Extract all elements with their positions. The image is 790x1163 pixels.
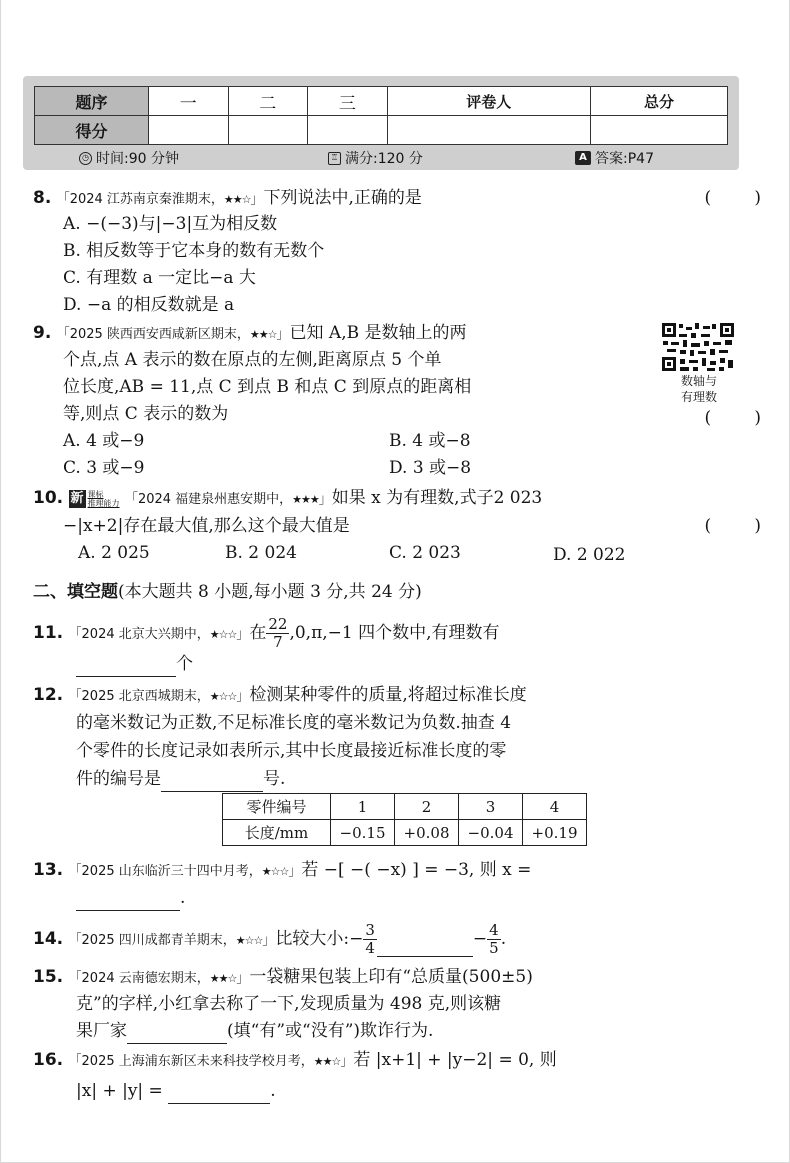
score-blank-cell[interactable] [590, 116, 727, 145]
fraction-numerator: 22 [268, 615, 288, 633]
table-cell: 长度/mm [223, 820, 331, 846]
section-heading: 二、填空题 [33, 582, 118, 602]
tag-top-text: 课标 [87, 489, 104, 499]
q9-stem [33, 320, 467, 348]
score-table-input-row [35, 116, 728, 145]
table-cell: 3 [459, 794, 523, 820]
question-number: 16. [33, 1050, 64, 1070]
fraction-denominator: 5 [489, 939, 499, 957]
source-end: 」 [340, 1054, 354, 1069]
source-end: 」 [236, 689, 250, 704]
q8-option-d[interactable]: D. −a 的相反数就是 a [63, 295, 235, 315]
question-number: 8. [33, 188, 52, 208]
q12-text-line: 个零件的长度记录如表所示,其中长度最接近标准长度的零 [76, 741, 507, 761]
time-info [79, 148, 179, 168]
q9-text-line: 个点,点 A 表示的数在原点的左侧,距离原点 5 个单 [63, 350, 442, 370]
difficulty-stars: ★☆☆ [235, 934, 263, 947]
fraction-denominator: 7 [273, 633, 283, 651]
score-cell: 二 [228, 87, 308, 116]
answer-blank[interactable] [161, 772, 263, 792]
fraction [487, 922, 501, 957]
score-row-label: 得分 [35, 116, 149, 145]
full-score-text: 满分:120 分 [345, 151, 423, 167]
q10-option-b[interactable]: B. 2 024 [225, 543, 297, 563]
score-table-header-row [35, 87, 728, 116]
qr-caption-line: 有理数 [680, 390, 717, 404]
question-text: 检测某种零件的质量,将超过标准长度 [249, 685, 527, 705]
q9-option-c[interactable]: C. 3 或−9 [63, 458, 145, 478]
table-cell: 零件编号 [223, 794, 331, 820]
question-source: 「2025 北京西城期末， [68, 689, 210, 704]
fraction [266, 616, 289, 651]
q10-option-d[interactable]: D. 2 022 [553, 545, 626, 565]
question-text: . [270, 1081, 276, 1101]
part-length-table [222, 793, 587, 846]
table-cell: −0.04 [459, 820, 523, 846]
answer-blank[interactable] [127, 1024, 227, 1044]
q9-option-a[interactable]: A. 4 或−9 [63, 431, 145, 451]
table-cell: 2 [395, 794, 459, 820]
q9-text-line: 位长度,AB = 11,点 C 到点 B 和点 C 到原点的距离相 [63, 377, 472, 397]
q12-stem [33, 682, 527, 710]
q8-option-b[interactable]: B. 相反数等于它本身的数有无数个 [63, 241, 325, 261]
qr-caption-line: 数轴与 [680, 374, 717, 388]
table-row [223, 820, 587, 846]
difficulty-stars: ★★☆ [223, 193, 251, 206]
new-tag-icon: 新 [70, 490, 84, 506]
q15-stem [33, 964, 533, 992]
q11-stem [33, 616, 500, 651]
question-text: 比较大小:− [275, 929, 364, 949]
q13-answer-line [76, 885, 185, 911]
question-number: 12. [33, 685, 64, 705]
q10-stem [33, 485, 542, 513]
question-number: 13. [33, 860, 64, 880]
q14-stem [33, 922, 506, 957]
question-text: − [472, 929, 488, 949]
q16-stem [33, 1047, 557, 1075]
question-text: 个 [176, 654, 193, 674]
score-blank-cell[interactable] [149, 116, 229, 145]
question-text: 若 |x+1| + |y−2| = 0, 则 [353, 1050, 557, 1070]
section-note: (本大题共 8 小题,每小题 3 分,共 24 分) [118, 582, 422, 602]
score-blank-cell[interactable] [228, 116, 308, 145]
time-text: 时间:90 分钟 [96, 151, 179, 167]
answer-paren[interactable]: ( ) [704, 188, 761, 208]
q15-text-line: 克”的字样,小红拿去称了一下,发现质量为 498 克,则该糖 [76, 994, 502, 1014]
fraction [363, 922, 377, 957]
difficulty-stars: ★☆☆ [209, 690, 237, 703]
answer-info [575, 148, 654, 168]
table-cell: −0.15 [331, 820, 395, 846]
q10-text-line: −|x+2|存在最大值,那么这个最大值是 [63, 516, 350, 536]
qr-code-icon[interactable] [661, 322, 735, 372]
question-number: 15. [33, 967, 64, 987]
difficulty-stars: ★★★ [292, 493, 319, 506]
score-cell: 题序 [35, 87, 149, 116]
source-end: 」 [250, 192, 264, 207]
question-source: 「2025 四川成都青羊期末， [68, 933, 236, 948]
question-text: 在 [249, 623, 267, 643]
answer-paren[interactable]: ( ) [704, 516, 761, 536]
q9-option-d[interactable]: D. 3 或−8 [389, 458, 472, 478]
score-blank-cell[interactable] [308, 116, 388, 145]
clock-icon: ◷ [79, 152, 92, 165]
answer-paren[interactable]: ( ) [704, 408, 761, 428]
q13-stem [33, 857, 531, 885]
q11-answer-line [76, 651, 193, 677]
source-end: 」 [276, 327, 290, 342]
full-score-info [328, 148, 423, 168]
answer-blank[interactable] [76, 891, 180, 911]
q12-text-line: 的毫米数记为正数,不足标准长度的毫米数记为负数.抽查 4 [76, 713, 512, 733]
question-text: 号. [263, 769, 286, 789]
new-curriculum-tag [69, 490, 120, 508]
difficulty-stars: ★★☆ [209, 972, 237, 985]
tag-bottom-text: 推理能力 [87, 498, 120, 508]
q12-text-line [76, 766, 285, 792]
trophy-icon: ♖ [328, 152, 341, 165]
source-end: 」 [236, 627, 250, 642]
question-source: 「2025 上海浦东新区未来科技学校月考， [68, 1054, 314, 1069]
question-source: 「2024 北京大兴期中， [68, 627, 210, 642]
score-cell: 总分 [590, 87, 727, 116]
question-text: |x| + |y| = [76, 1081, 163, 1101]
q10-option-c[interactable]: C. 2 023 [389, 543, 461, 563]
score-cell: 评卷人 [387, 87, 590, 116]
question-text: (填“有”或“没有”)欺诈行为. [227, 1021, 434, 1041]
difficulty-stars: ★☆☆ [261, 865, 289, 878]
fraction-numerator: 4 [489, 921, 499, 939]
question-number: 10. [33, 488, 64, 508]
question-source: 「2024 江苏南京秦淮期末， [56, 192, 224, 207]
question-text: 果厂家 [76, 1021, 127, 1041]
fraction-numerator: 3 [365, 921, 375, 939]
q16-answer-line [76, 1078, 276, 1104]
score-header [23, 76, 739, 170]
question-text: 下列说法中,正确的是 [263, 188, 422, 208]
answer-icon: A [575, 151, 591, 165]
question-text: ,0,π,−1 四个数中,有理数有 [289, 623, 500, 643]
answer-blank[interactable] [377, 937, 473, 957]
question-source: 「2024 福建泉州惠安期中， [124, 492, 293, 507]
question-text: 如果 x 为有理数,式子2 023 [331, 488, 543, 508]
score-cell: 一 [149, 87, 229, 116]
table-cell: 1 [331, 794, 395, 820]
question-text: 一袋糖果包装上印有“总质量(500±5) [249, 967, 533, 987]
q8-stem [33, 185, 422, 213]
table-cell: 4 [523, 794, 587, 820]
question-source: 「2025 山东临沂三十四中月考， [68, 864, 262, 879]
question-number: 9. [33, 323, 52, 343]
question-text: . [180, 888, 186, 908]
q8-option-c[interactable]: C. 有理数 a 一定比−a 大 [63, 268, 256, 288]
score-blank-cell[interactable] [387, 116, 590, 145]
q15-text-line [76, 1018, 433, 1044]
table-cell: +0.08 [395, 820, 459, 846]
question-text: 若 −[ −( −x) ] = −3, 则 x = [301, 860, 532, 880]
q8-option-a[interactable]: A. −(−3)与|−3|互为相反数 [63, 214, 278, 234]
score-table [34, 86, 728, 145]
answer-blank[interactable] [168, 1084, 270, 1104]
question-text: 件的编号是 [76, 769, 161, 789]
answer-blank[interactable] [76, 657, 176, 677]
question-source: 「2024 云南德宏期末， [68, 971, 210, 986]
source-end: 」 [262, 933, 276, 948]
source-end: 」 [236, 971, 250, 986]
source-end: 」 [288, 864, 302, 879]
source-end: 」 [318, 492, 332, 507]
difficulty-stars: ★★☆ [249, 328, 277, 341]
difficulty-stars: ★★☆ [313, 1055, 341, 1068]
question-source: 「2025 陕西西安西咸新区期末， [56, 327, 250, 342]
score-cell: 三 [308, 87, 388, 116]
difficulty-stars: ★☆☆ [209, 628, 237, 641]
table-cell: +0.19 [523, 820, 587, 846]
question-text: 已知 A,B 是数轴上的两 [289, 323, 467, 343]
section-title [33, 577, 422, 602]
fraction-denominator: 4 [365, 939, 375, 957]
q9-option-b[interactable]: B. 4 或−8 [389, 431, 471, 451]
question-number: 11. [33, 623, 64, 643]
q9-text-line: 等,则点 C 表示的数为 [63, 404, 229, 424]
question-text: . [500, 929, 507, 949]
answer-text: 答案:P47 [595, 151, 654, 167]
q10-option-a[interactable]: A. 2 025 [78, 543, 150, 563]
table-row [223, 794, 587, 820]
question-number: 14. [33, 929, 64, 949]
qr-caption [663, 373, 735, 405]
